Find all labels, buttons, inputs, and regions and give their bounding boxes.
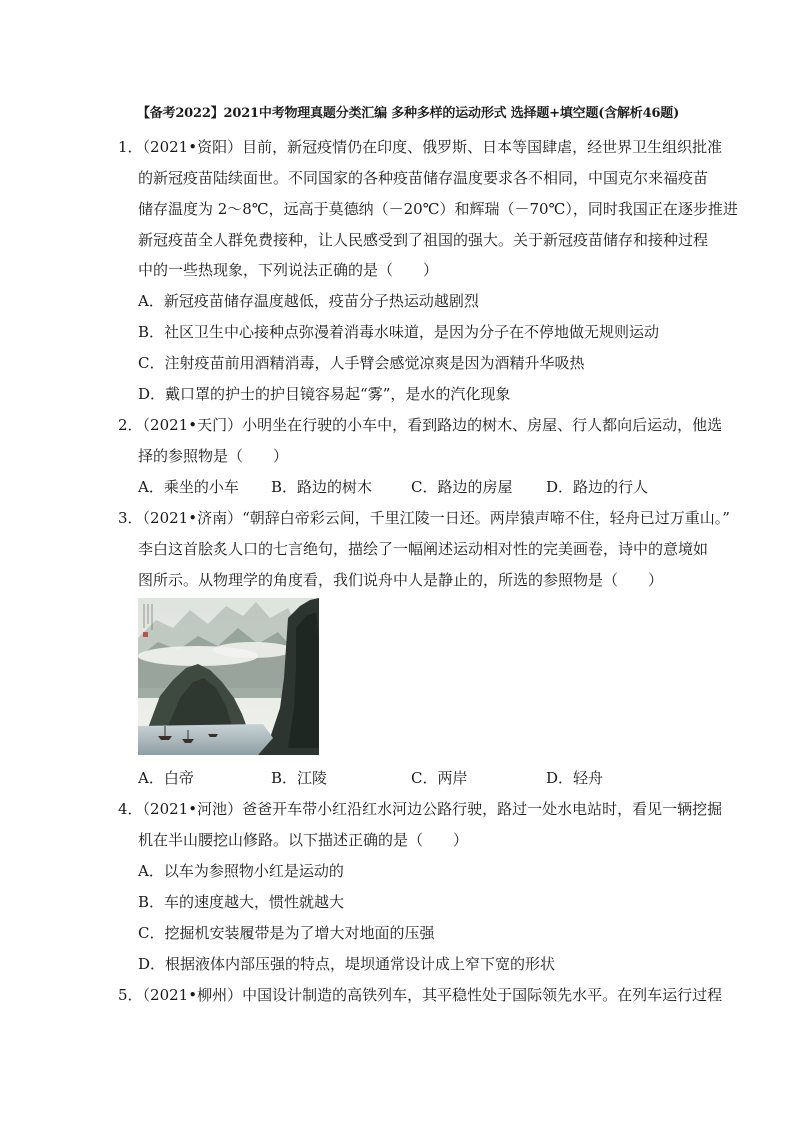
q2-line-2: 择的参照物是（ ） — [138, 447, 289, 465]
q3-line-1: 3．（2021•济南）“朝辞白帝彩云间，千里江陵一日还。两岸猿声啼不住，轻舟已过万重山。” — [118, 509, 730, 527]
q5-line-1: 5．（2021•柳州）中国设计制造的高铁列车，其平稳性处于国际领先水平。在列车运行过程 — [118, 986, 723, 1004]
q2-option-d: D．路边的行人 — [546, 478, 649, 496]
q3-option-d: D．轻舟 — [546, 769, 604, 787]
q3-option-a: A．白帝 — [138, 769, 194, 787]
q2-line-1: 2．（2021•天门）小明坐在行驶的小车中，看到路边的树木、房屋、行人都向后运动，他选 — [118, 416, 723, 434]
q4-option-a: A．以车为参照物小红是运动的 — [138, 862, 344, 880]
q4-option-b: B．车的速度越大，惯性就越大 — [138, 893, 345, 911]
q1-option-b: B．社区卫生中心接种点弥漫着消毒水味道，是因为分子在不停地做无规则运动 — [138, 323, 660, 341]
q1-option-c: C．注射疫苗前用酒精消毒，人手臂会感觉凉爽是因为酒精升华吸热 — [138, 354, 585, 372]
document-title: 【备考2022】2021中考物理真题分类汇编 多种多样的运动形式 选择题+填空题(含解析46题) — [136, 106, 680, 121]
q1-line-2: 的新冠疫苗陆续面世。不同国家的各种疫苗储存温度要求各不相同，中国克尔来福疫苗 — [138, 169, 709, 187]
q4-line-1: 4．（2021•河池）爸爸开车带小红沿红水河边公路行驶，路过一处水电站时，看见一辆挖掘 — [118, 800, 723, 818]
q1-line-4: 新冠疫苗全人群免费接种，让人民感受到了祖国的强大。关于新冠疫苗储存和接种过程 — [138, 231, 709, 249]
q3-line-2: 李白这首脍炙人口的七言绝句，描绘了一幅阐述运动相对性的完美画卷，诗中的意境如 — [138, 540, 709, 558]
q4-option-c: C．挖掘机安装履带是为了增大对地面的压强 — [138, 924, 435, 942]
q4-line-2: 机在半山腰挖山修路。以下描述正确的是（ ） — [138, 831, 469, 849]
q1-option-d: D．戴口罩的护士的护目镜容易起“雾”，是水的汽化现象 — [138, 385, 511, 403]
q3-option-b: B．江陵 — [271, 769, 328, 787]
q1-line-5: 中的一些热现象，下列说法正确的是（ ） — [138, 261, 439, 279]
q2-option-b: B．路边的树木 — [271, 478, 373, 496]
q4-option-d: D．根据液体内部压强的特点，堤坝通常设计成上窄下宽的形状 — [138, 955, 556, 973]
q1-option-a: A．新冠疫苗储存温度越低，疫苗分子热运动越剧烈 — [138, 292, 479, 310]
landscape-painting-image — [138, 598, 319, 755]
q3-line-3: 图所示。从物理学的角度看，我们说舟中人是静止的，所选的参照物是（ ） — [138, 571, 664, 589]
q2-option-a: A．乘坐的小车 — [138, 478, 239, 496]
q1-line-3: 储存温度为 2～8℃，远高于莫德纳（－20℃）和辉瑞（－70℃），同时我国正在逐步推进 — [138, 200, 738, 218]
q1-line-1: 1．（2021•资阳）目前，新冠疫情仍在印度、俄罗斯、日本等国肆虐，经世界卫生组织批准 — [118, 138, 723, 156]
q3-option-c: C．两岸 — [411, 769, 468, 787]
landscape-painting-svg — [138, 598, 319, 755]
q2-option-c: C．路边的房屋 — [411, 478, 513, 496]
